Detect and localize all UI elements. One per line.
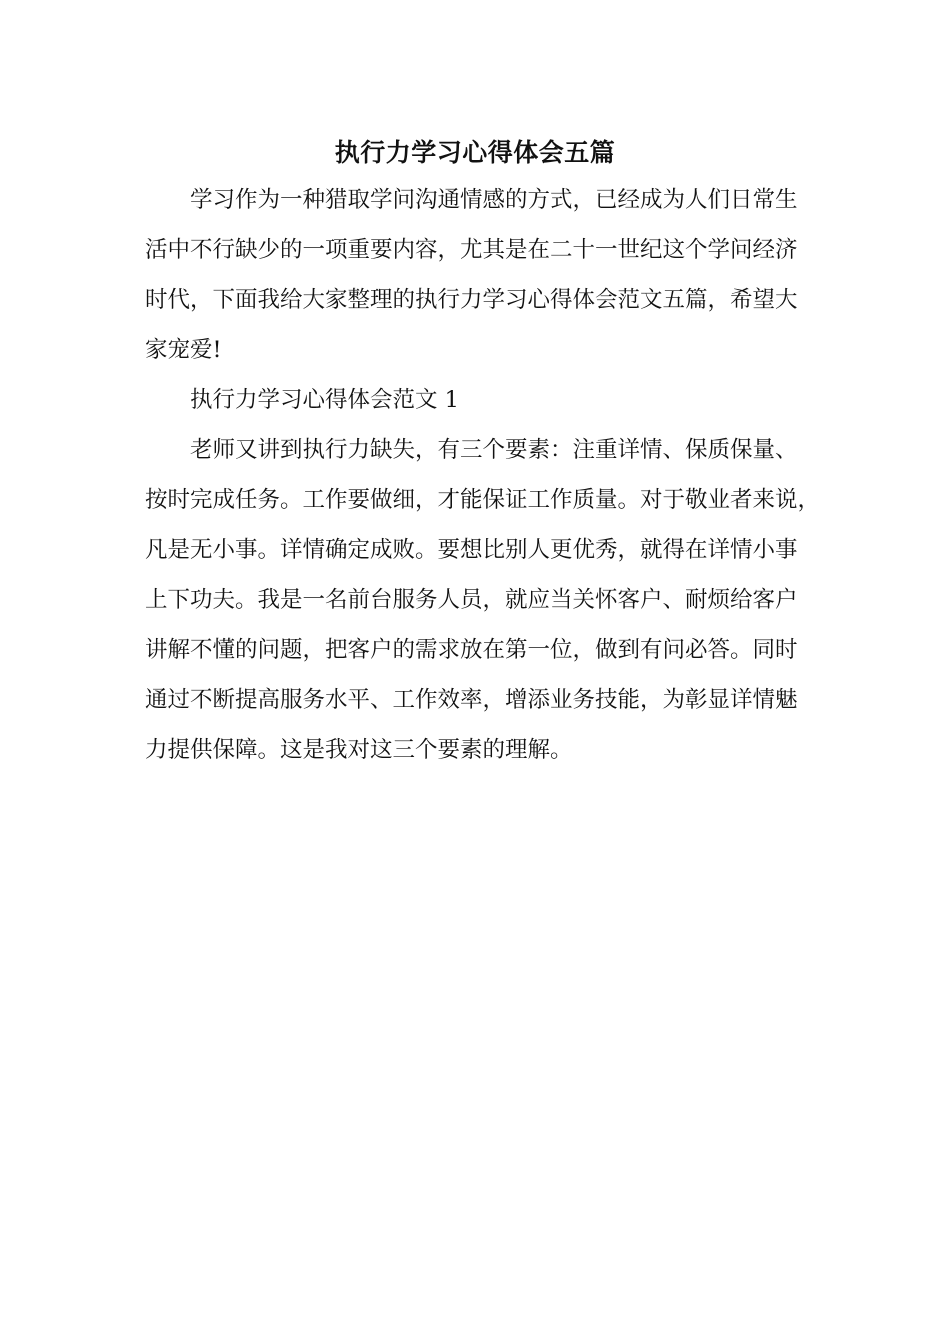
- body-line-5: 讲解不懂的问题，把客户的需求放在第一位，做到有问必答。同时: [145, 637, 798, 663]
- document-title: 执行力学习心得体会五篇: [334, 138, 616, 167]
- body-line-7: 力提供保障。这是我对这三个要素的理解。: [145, 737, 573, 763]
- body-line-4: 上下功夫。我是一名前台服务人员，就应当关怀客户、耐烦给客户: [145, 587, 798, 613]
- body-line-3: 凡是无小事。详情确定成败。要想比别人更优秀，就得在详情小事: [145, 537, 798, 563]
- intro-line-1: 学习作为一种猎取学问沟通情感的方式，已经成为人们日常生: [190, 187, 798, 213]
- body-line-2: 按时完成任务。工作要做细，才能保证工作质量。对于敬业者来说，: [145, 487, 821, 513]
- body-line-1: 老师又讲到执行力缺失，有三个要素：注重详情、保质保量、: [190, 437, 798, 463]
- intro-line-4: 家宠爱!: [145, 337, 222, 363]
- intro-line-3: 时代，下面我给大家整理的执行力学习心得体会范文五篇，希望大: [145, 287, 798, 313]
- body-line-6: 通过不断提高服务水平、工作效率，增添业务技能，为彰显详情魅: [145, 687, 798, 713]
- section-heading: 执行力学习心得体会范文 1: [190, 387, 459, 413]
- intro-line-2: 活中不行缺少的一项重要内容，尤其是在二十一世纪这个学问经济: [145, 237, 798, 263]
